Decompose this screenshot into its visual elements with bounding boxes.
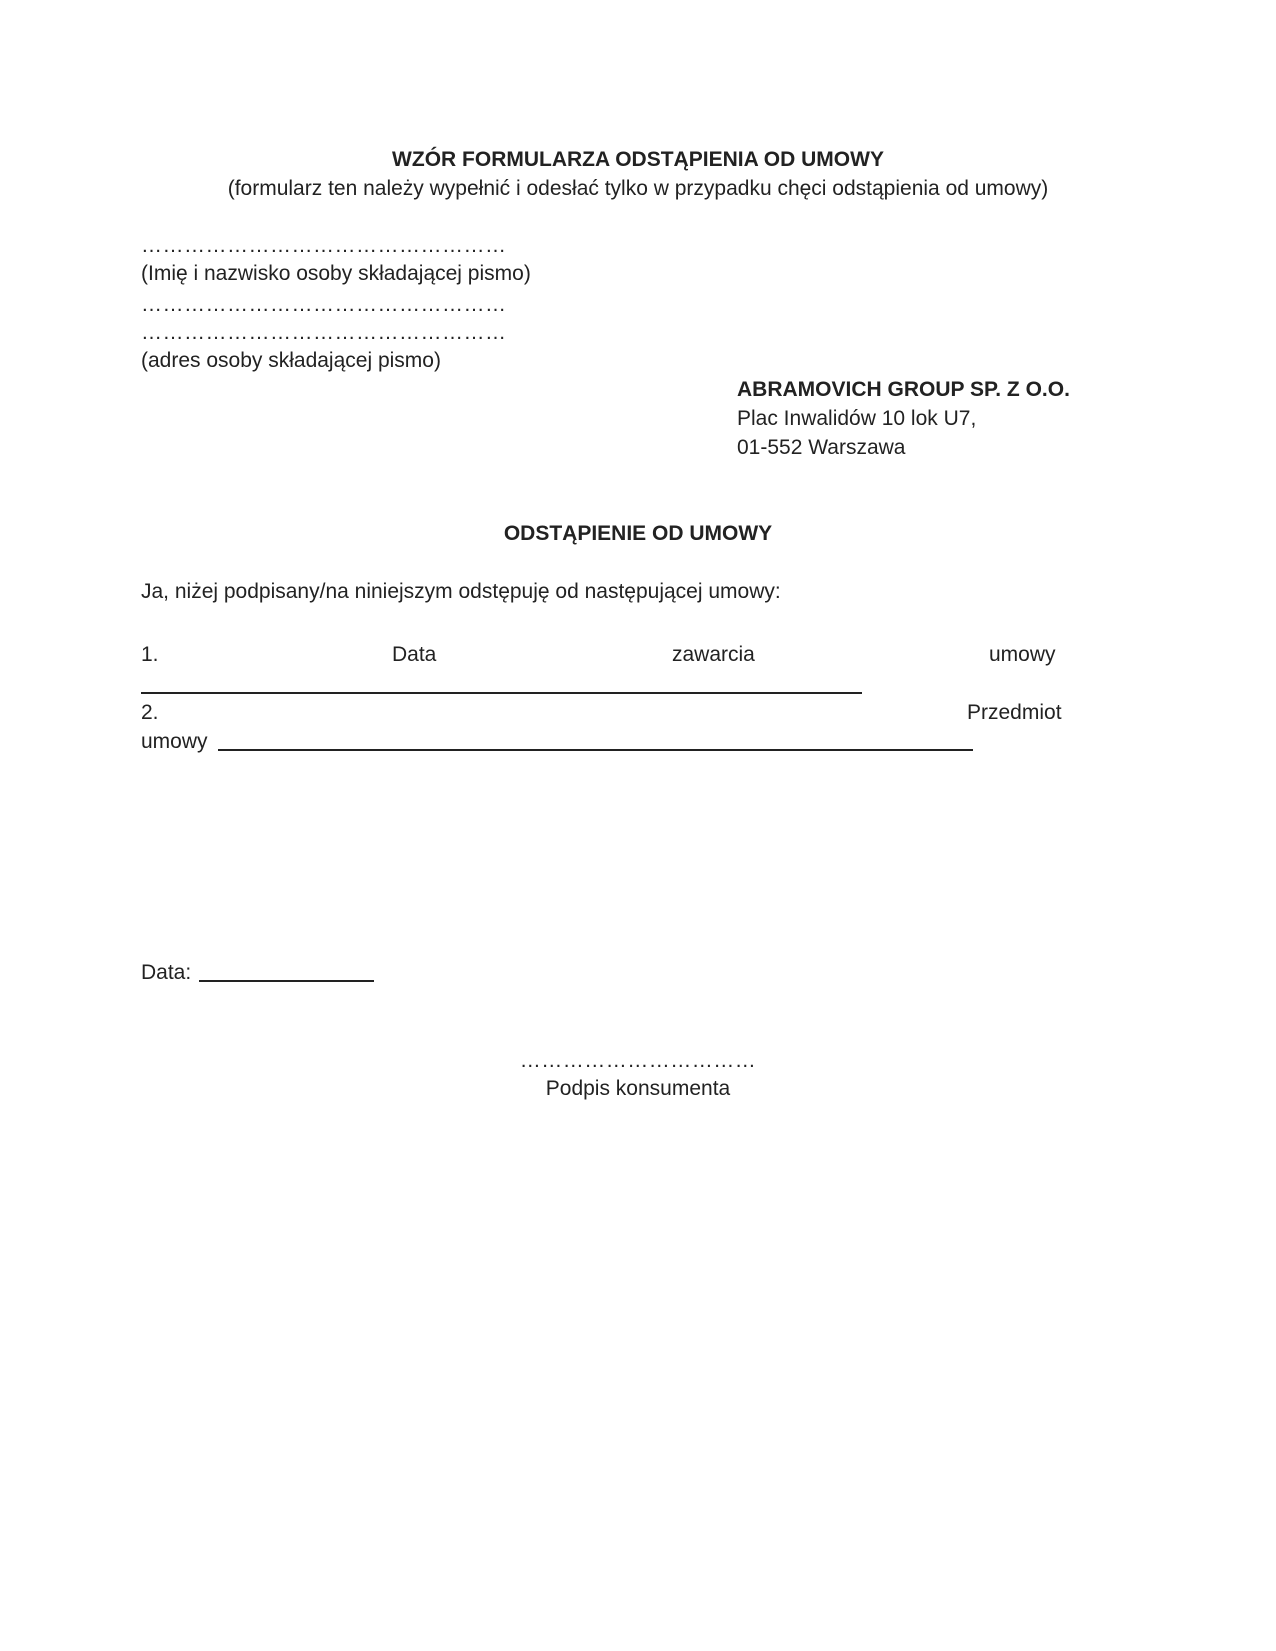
withdrawal-statement: Ja, niżej podpisany/na niniejszym odstępuję od następującej umowy:	[141, 580, 781, 603]
sender-address-field-2[interactable]: ……………………………………………	[141, 321, 507, 344]
item-2-word-umowy: umowy	[141, 730, 208, 753]
date-input-line[interactable]	[199, 980, 374, 982]
recipient-city: 01-552 Warszawa	[737, 436, 906, 459]
contract-date-input-line[interactable]	[141, 692, 862, 694]
contract-subject-input-line[interactable]	[218, 749, 973, 751]
date-label: Data:	[141, 961, 192, 984]
item-1-word-umowy: umowy	[989, 643, 1056, 666]
sender-address-caption: (adres osoby składającej pismo)	[141, 349, 441, 372]
item-1-number: 1.	[141, 643, 159, 666]
signature-caption: Podpis konsumenta	[545, 1077, 731, 1100]
item-2-word-przedmiot: Przedmiot	[967, 701, 1062, 724]
signature-field[interactable]: ……………………………	[519, 1049, 757, 1072]
sender-name-field[interactable]: ……………………………………………	[141, 234, 507, 257]
section-heading: ODSTĄPIENIE OD UMOWY	[503, 522, 773, 545]
page-title: WZÓR FORMULARZA ODSTĄPIENIA OD UMOWY	[392, 148, 884, 171]
page-subtitle: (formularz ten należy wypełnić i odesłać tylko w przypadku chęci odstąpienia od umowy)	[227, 177, 1049, 200]
recipient-street: Plac Inwalidów 10 lok U7,	[737, 407, 977, 430]
recipient-company: ABRAMOVICH GROUP SP. Z O.O.	[737, 378, 1070, 401]
item-1-word-data: Data	[392, 643, 437, 666]
sender-address-field-1[interactable]: ……………………………………………	[141, 293, 507, 316]
item-2-number: 2.	[141, 701, 159, 724]
item-1-word-zawarcia: zawarcia	[672, 643, 755, 666]
sender-name-caption: (Imię i nazwisko osoby składającej pismo)	[141, 262, 531, 285]
